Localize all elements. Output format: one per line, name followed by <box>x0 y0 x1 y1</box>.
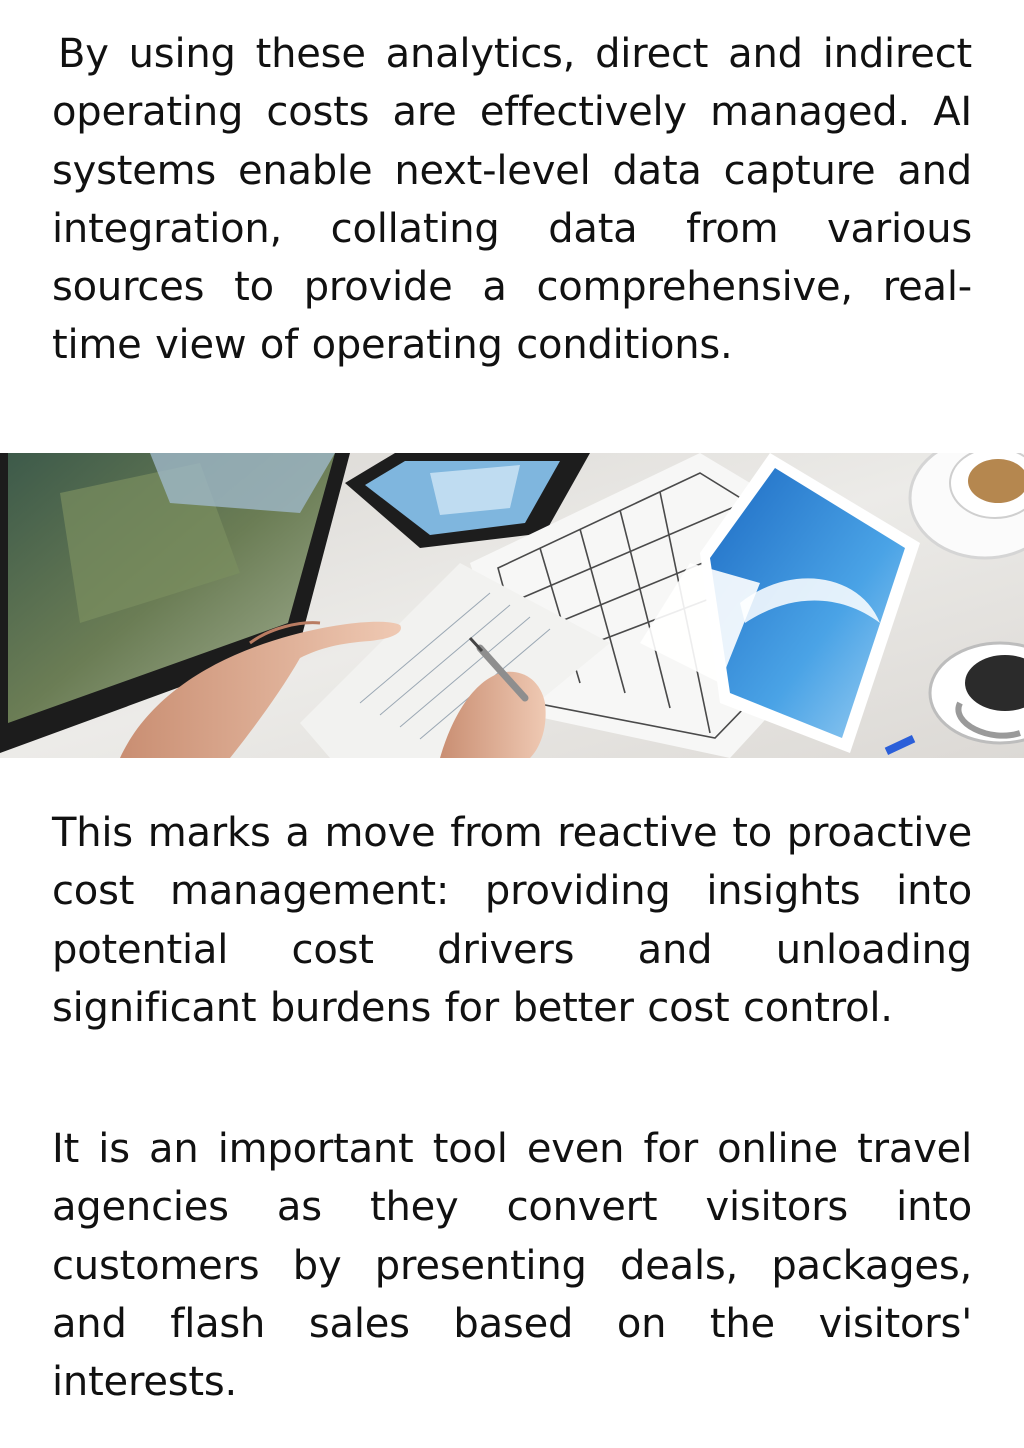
travel-planning-photo <box>0 453 1024 758</box>
agencies-paragraph: It is an important tool even for online travel agencies as they convert visitors into customers by presenting deals, packages, and flash sales based on the visitors' interests. <box>52 1126 972 1406</box>
proactive-paragraph: This marks a move from reactive to proactive cost management: providing insights into potential cost drivers and unloading significant burdens for better cost control. <box>52 810 972 1031</box>
intro-paragraph: By using these analytics, direct and indirect operating costs are effectively managed. AI systems enable next-level data capture and integration, collating data from various sources to provide a comprehensive, real-time view of operating conditions. <box>52 31 972 369</box>
